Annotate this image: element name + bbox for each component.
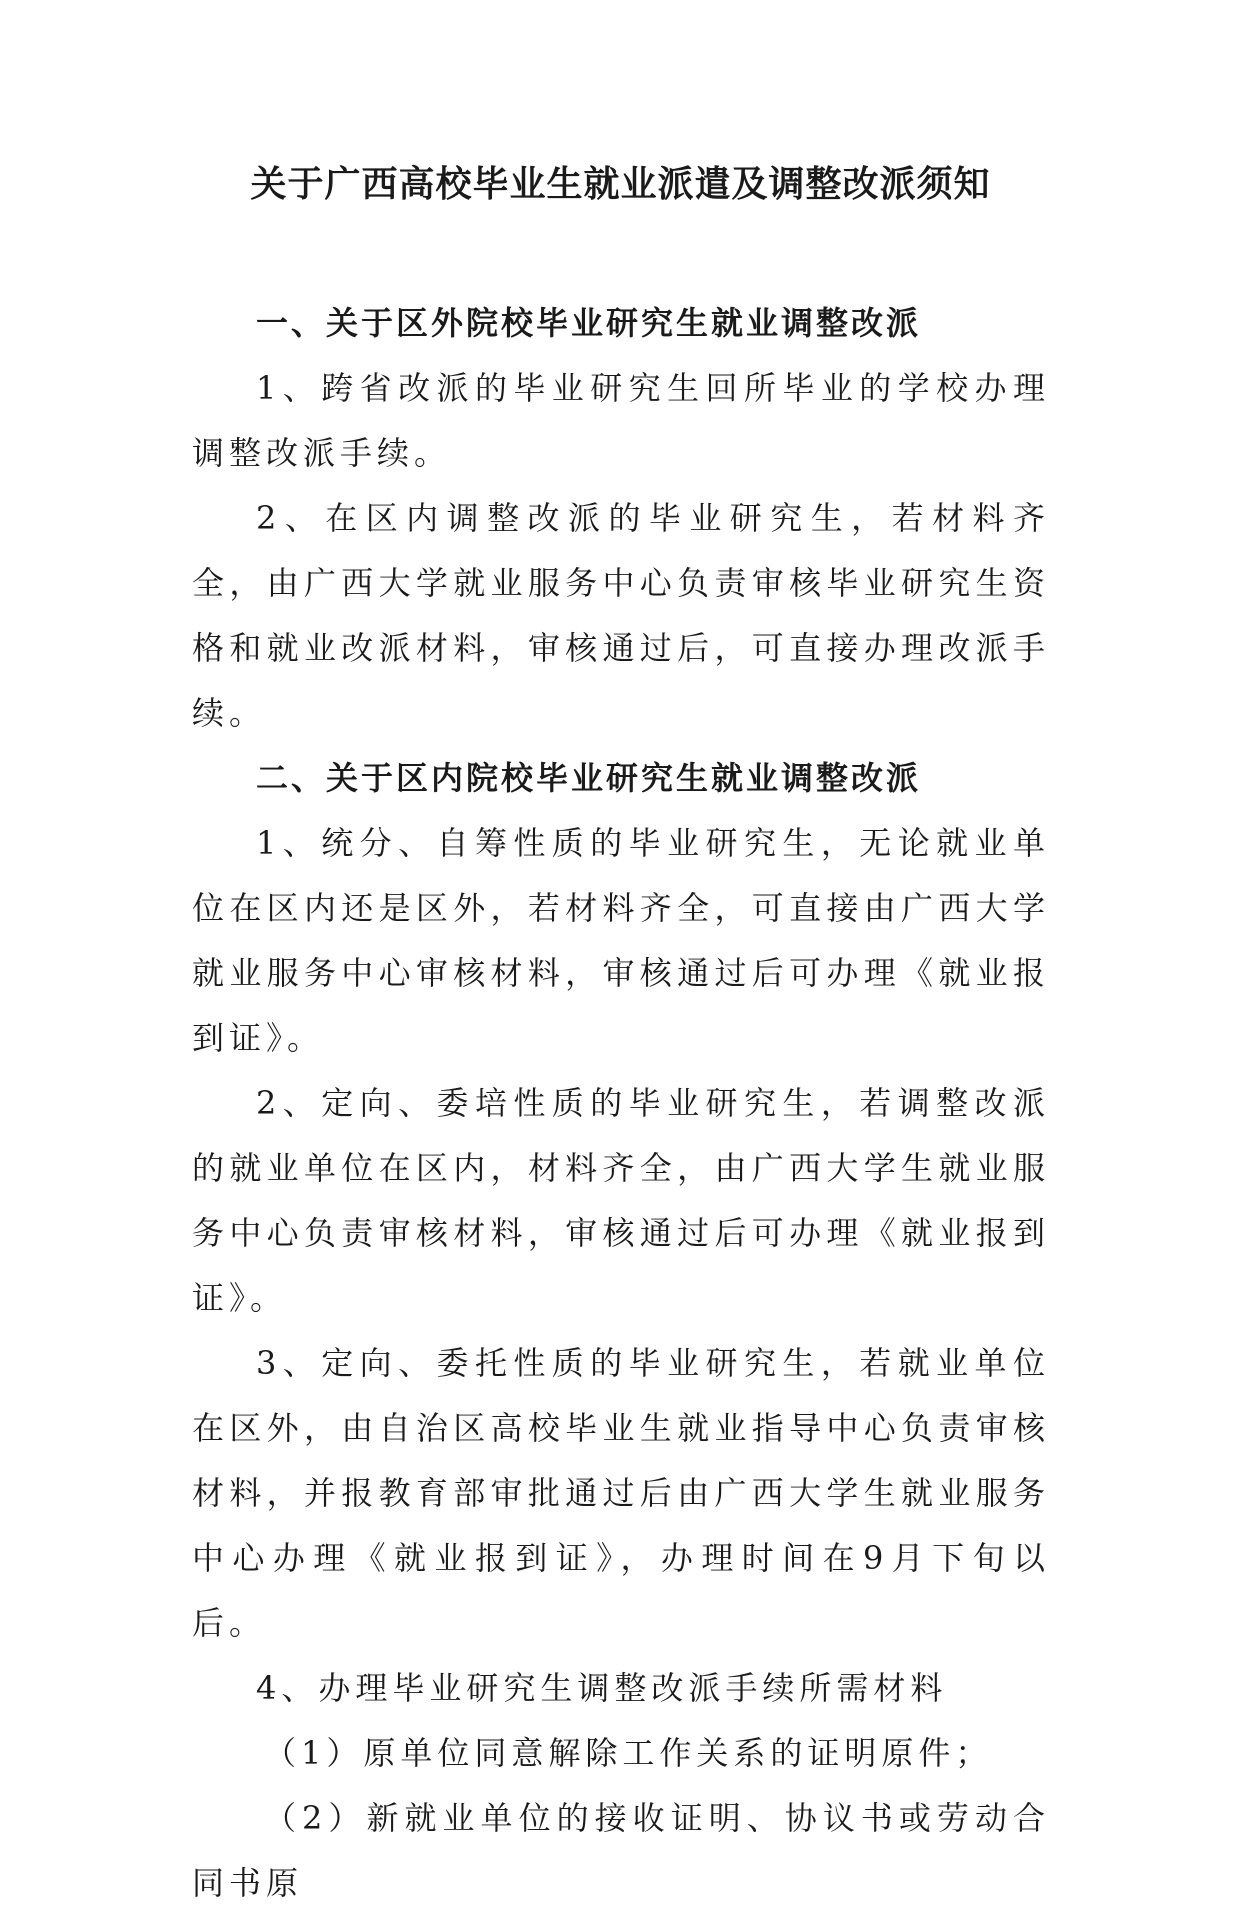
list-item: （1）原单位同意解除工作关系的证明原件； bbox=[264, 1734, 993, 1772]
paragraph: 1、跨省改派的毕业研究生回所毕业的学校办理调整改派手续。 bbox=[192, 369, 1050, 472]
document-title: 关于广西高校毕业生就业派遣及调整改派须知 bbox=[250, 163, 991, 205]
section-heading: 二、关于区内院校毕业研究生就业调整改派 bbox=[256, 759, 922, 797]
paragraph: 3、定向、委托性质的毕业研究生，若就业单位在区外，由自治区高校毕业生就业指导中心负责审核材料，并报教育部审批通过后由广西大学生就业服务中心办理《就业报到证》，办理时间在9月下旬以后。 bbox=[192, 1344, 1050, 1642]
document-body bbox=[192, 291, 1050, 1916]
paragraph: 1、统分、自筹性质的毕业研究生，无论就业单位在区内还是区外，若材料齐全，可直接由广西大学就业服务中心审核材料，审核通过后可办理《就业报到证》。 bbox=[192, 824, 1050, 1057]
list-item: （2）新就业单位的接收证明、协议书或劳动合同书原 bbox=[192, 1799, 1050, 1902]
paragraph: 2、在区内调整改派的毕业研究生，若材料齐全，由广西大学就业服务中心负责审核毕业研究生资格和就业改派材料，审核通过后，可直接办理改派手续。 bbox=[192, 499, 1050, 732]
paragraph: 4、办理毕业研究生调整改派手续所需材料 bbox=[256, 1669, 948, 1707]
section-heading: 一、关于区外院校毕业研究生就业调整改派 bbox=[256, 304, 922, 342]
paragraph: 2、定向、委培性质的毕业研究生，若调整改派的就业单位在区内，材料齐全，由广西大学生就业服务中心负责审核材料，审核通过后可办理《就业报到证》。 bbox=[192, 1084, 1050, 1317]
